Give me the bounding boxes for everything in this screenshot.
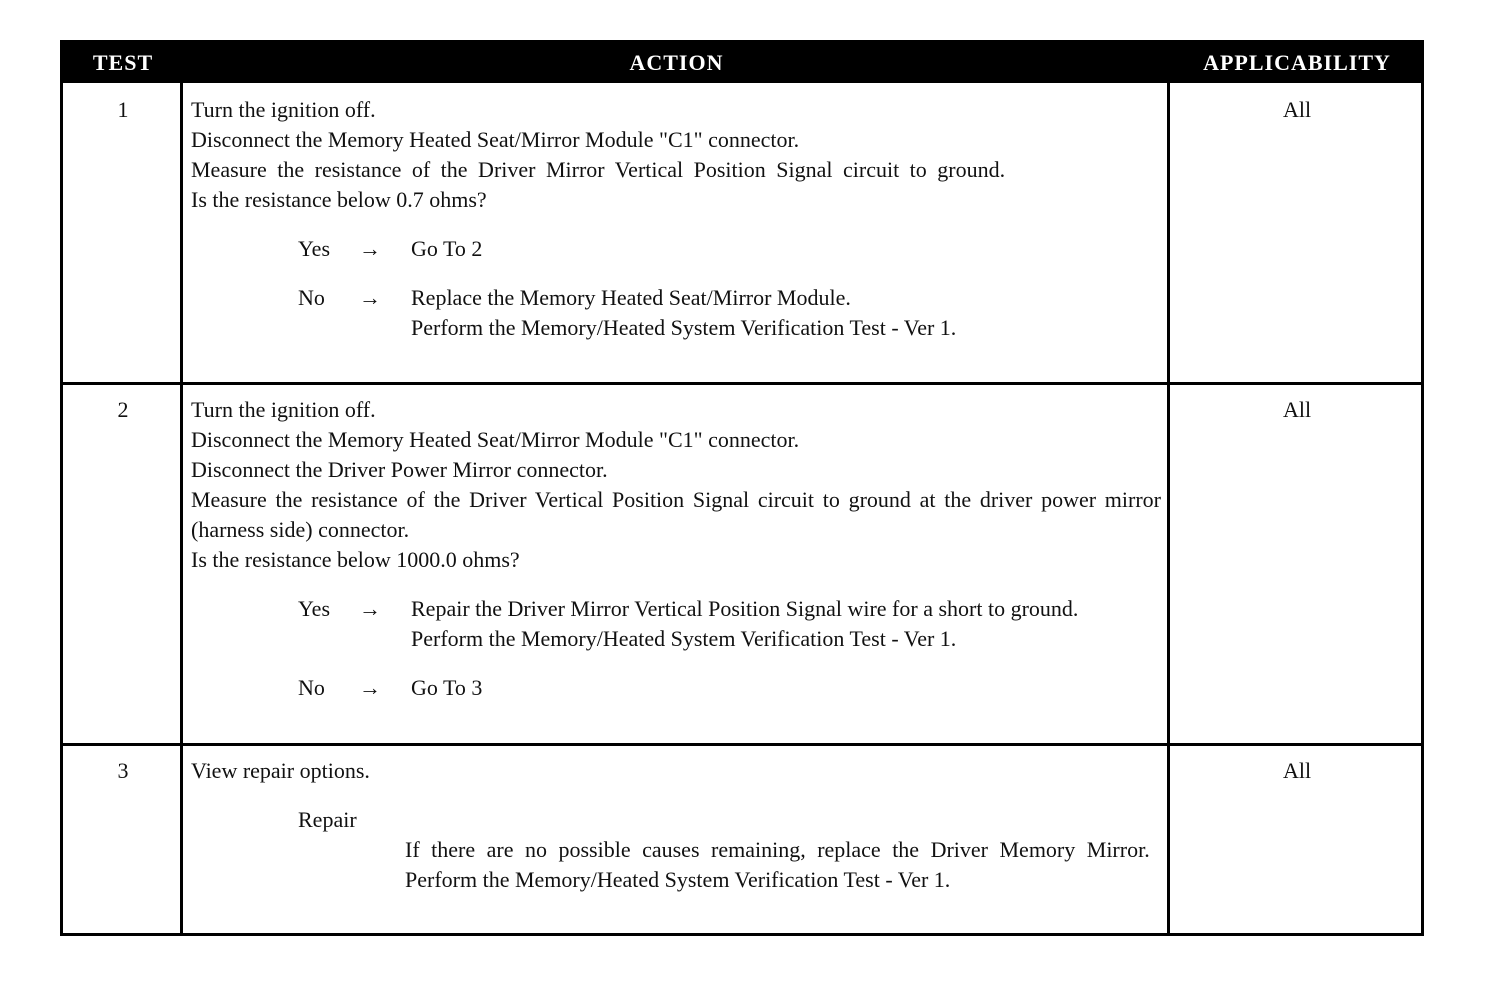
no-branch	[191, 673, 1161, 703]
step-text: Disconnect the Driver Power Mirror connector.	[191, 457, 608, 482]
repair-text	[405, 835, 1161, 895]
applicability-value: All	[1282, 97, 1312, 122]
table-row-test-2	[63, 385, 1421, 743]
no-label: No	[298, 675, 325, 700]
action-cell	[191, 756, 1161, 895]
branch-text: Repair the Driver Mirror Vertical Position Signal wire for a short to ground.	[411, 596, 1079, 621]
branch-text: Go To 3	[411, 675, 483, 700]
repair-label: Repair	[298, 807, 357, 832]
arrow-icon: →	[359, 236, 381, 261]
branch-text: Replace the Memory Heated Seat/Mirror Module.	[411, 285, 851, 310]
step-text: Disconnect the Memory Heated Seat/Mirror Module "C1" connector.	[191, 427, 800, 452]
applicability-value: All	[1282, 397, 1312, 422]
step-text: Is the resistance below 1000.0 ohms?	[191, 547, 520, 572]
header-action: ACTION	[629, 50, 724, 75]
yes-branch	[191, 594, 1161, 654]
no-branch	[191, 283, 1161, 343]
yes-label: Yes	[298, 236, 331, 261]
test-number: 1	[117, 97, 129, 122]
test-number: 2	[117, 397, 129, 422]
branch-text: Go To 2	[411, 236, 483, 261]
branch-text: Perform the Memory/Heated System Verification Test - Ver 1.	[411, 315, 957, 340]
step-text: View repair options.	[191, 758, 370, 783]
step-text: Measure the resistance of the Driver Vertical Position Signal circuit to ground at the driver power mirror (harness side) connector.	[191, 487, 1161, 542]
applicability-value: All	[1282, 758, 1312, 783]
step-text: Disconnect the Memory Heated Seat/Mirror Module "C1" connector.	[191, 127, 800, 152]
header-test: TEST	[92, 50, 154, 75]
no-label: No	[298, 285, 325, 310]
action-cell	[191, 395, 1161, 703]
branch-text: Perform the Memory/Heated System Verification Test - Ver 1.	[411, 626, 957, 651]
step-text: Measure the resistance of the Driver Mirror Vertical Position Signal circuit to ground.	[191, 157, 1006, 182]
arrow-icon: →	[359, 285, 381, 310]
arrow-icon: →	[359, 675, 381, 700]
test-number: 3	[117, 758, 129, 783]
yes-label: Yes	[298, 596, 331, 621]
branch-text: Perform the Memory/Heated System Verification Test - Ver 1.	[405, 867, 951, 892]
table-row-test-3	[63, 746, 1421, 933]
arrow-icon: →	[359, 596, 381, 621]
step-text: Turn the ignition off.	[191, 97, 376, 122]
step-text: Turn the ignition off.	[191, 397, 376, 422]
yes-branch	[191, 234, 1161, 264]
procedure-table	[60, 40, 1424, 936]
action-cell	[191, 95, 1161, 343]
table-row-test-1	[63, 85, 1421, 382]
branch-text: If there are no possible causes remaining, replace the Driver Memory Mirror.	[405, 837, 1150, 862]
table-header	[63, 43, 1421, 83]
step-text: Is the resistance below 0.7 ohms?	[191, 187, 487, 212]
header-applicability: APPLICABILITY	[1203, 50, 1391, 75]
